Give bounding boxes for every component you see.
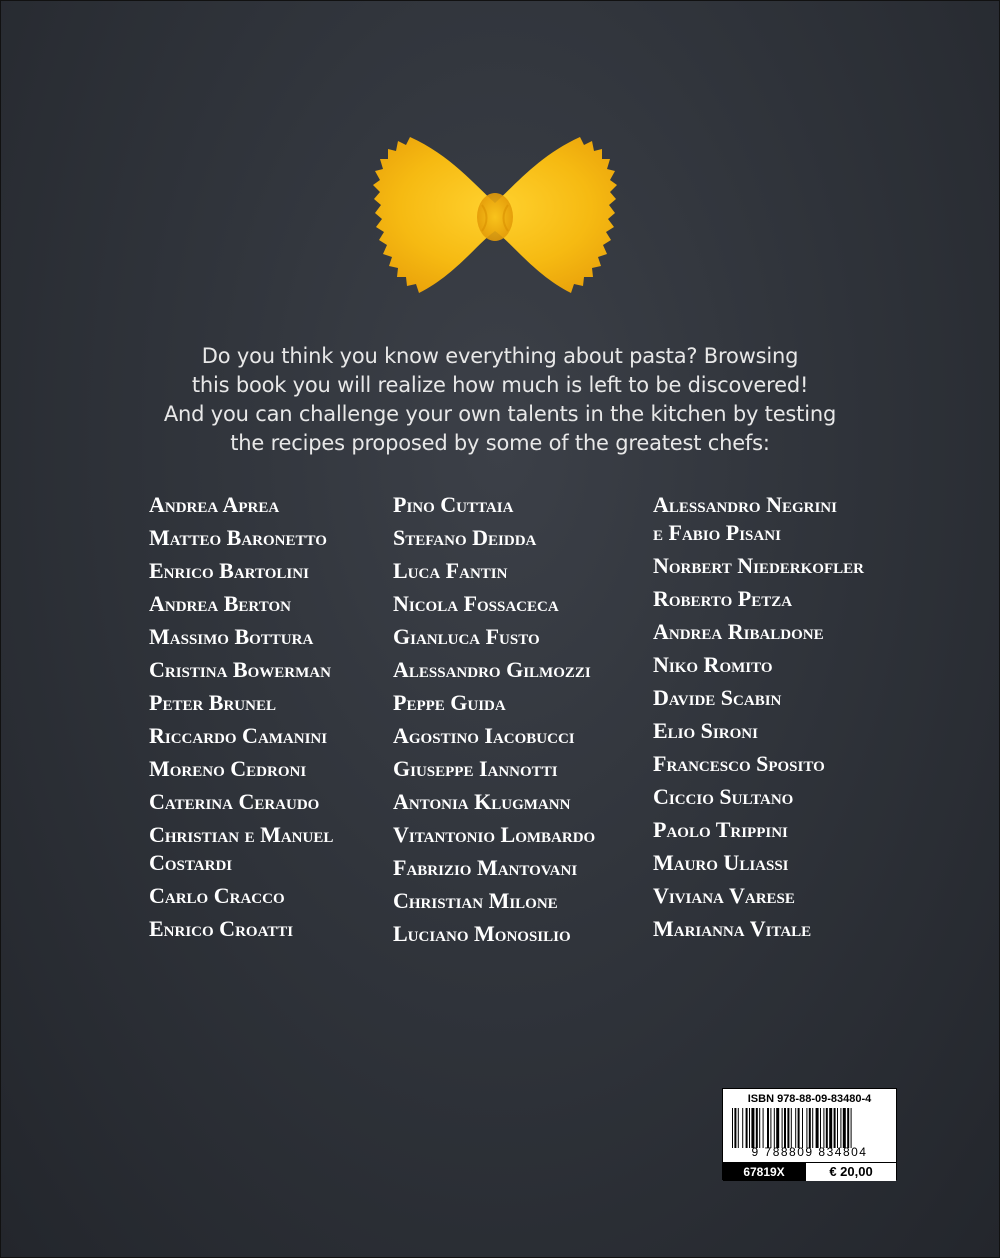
product-code: 67819X xyxy=(723,1163,805,1181)
intro-line: And you can challenge your own talents in the kitchen by testing xyxy=(163,402,837,426)
chef-name: Antonia Klugmann xyxy=(393,789,571,814)
chef-name: Alessandro Gilmozzi xyxy=(393,657,591,682)
chef-name: Agostino Iacobucci xyxy=(393,723,575,748)
chef-name: Stefano Deidda xyxy=(393,525,537,550)
chef-name: Vitantonio Lombardo xyxy=(393,822,596,847)
chef-name: Gianluca Fusto xyxy=(393,624,540,649)
chef-name: Alessandro Negrini e Fabio Pisani xyxy=(653,492,837,545)
intro-line: the recipes proposed by some of the greatest chefs: xyxy=(230,431,770,455)
chef-name: Andrea Berton xyxy=(149,591,291,616)
chef-name: Pino Cuttaia xyxy=(393,492,514,517)
chef-name: Davide Scabin xyxy=(653,685,782,710)
chef-name: Enrico Croatti xyxy=(149,916,294,941)
chef-list-column-3 xyxy=(653,491,864,948)
chef-name: Fabrizio Mantovani xyxy=(393,855,578,880)
chef-name: Andrea Ribaldone xyxy=(653,619,824,644)
chef-name: Enrico Bartolini xyxy=(149,558,309,583)
chef-name: Luca Fantin xyxy=(393,558,508,583)
chef-name: Caterina Ceraudo xyxy=(149,789,320,814)
farfalle-pasta-image xyxy=(370,125,620,310)
isbn-text: ISBN 978-88-09-83480-4 xyxy=(747,1093,872,1105)
chef-name: Nicola Fossaceca xyxy=(393,591,559,616)
barcode-number: 9 788809 834804 xyxy=(751,1145,868,1159)
chef-name: Elio Sironi xyxy=(653,718,758,743)
chef-name: Matteo Baronetto xyxy=(149,525,327,550)
chef-name: Francesco Sposito xyxy=(653,751,825,776)
barcode-bottom-row xyxy=(723,1162,896,1181)
chef-name: Viviana Varese xyxy=(653,883,795,908)
chef-name: Peter Brunel xyxy=(149,690,276,715)
chef-name: Paolo Trippini xyxy=(653,817,788,842)
chef-list-column-2 xyxy=(393,491,595,953)
chef-name: Peppe Guida xyxy=(393,690,506,715)
intro-text xyxy=(120,342,880,458)
chef-name: Luciano Monosilio xyxy=(393,921,571,946)
chef-name: Moreno Cedroni xyxy=(149,756,307,781)
intro-line: Do you think you know everything about pasta? Browsing xyxy=(201,344,799,368)
chef-name: Carlo Cracco xyxy=(149,883,285,908)
chef-name: Roberto Petza xyxy=(653,586,793,611)
barcode-label xyxy=(722,1088,897,1180)
chef-name: Mauro Uliassi xyxy=(653,850,789,875)
chef-list-column-1 xyxy=(149,491,333,948)
chef-name: Christian Milone xyxy=(393,888,558,913)
chef-name: Marianna Vitale xyxy=(653,916,812,941)
chef-name: Riccardo Camanini xyxy=(149,723,328,748)
chef-name: Ciccio Sultano xyxy=(653,784,794,809)
chef-name: Massimo Bottura xyxy=(149,624,314,649)
barcode-icon xyxy=(732,1108,889,1148)
chef-name: Niko Romito xyxy=(653,652,773,677)
chef-name: Giuseppe Iannotti xyxy=(393,756,558,781)
intro-line: this book you will realize how much is left to be discovered! xyxy=(191,373,809,397)
chef-name: Norbert Niederkofler xyxy=(653,553,864,578)
chef-name: Christian e Manuel Costardi xyxy=(149,822,334,875)
chef-name: Cristina Bowerman xyxy=(149,657,331,682)
price: € 20,00 xyxy=(805,1163,896,1181)
chef-name: Andrea Aprea xyxy=(149,492,280,517)
